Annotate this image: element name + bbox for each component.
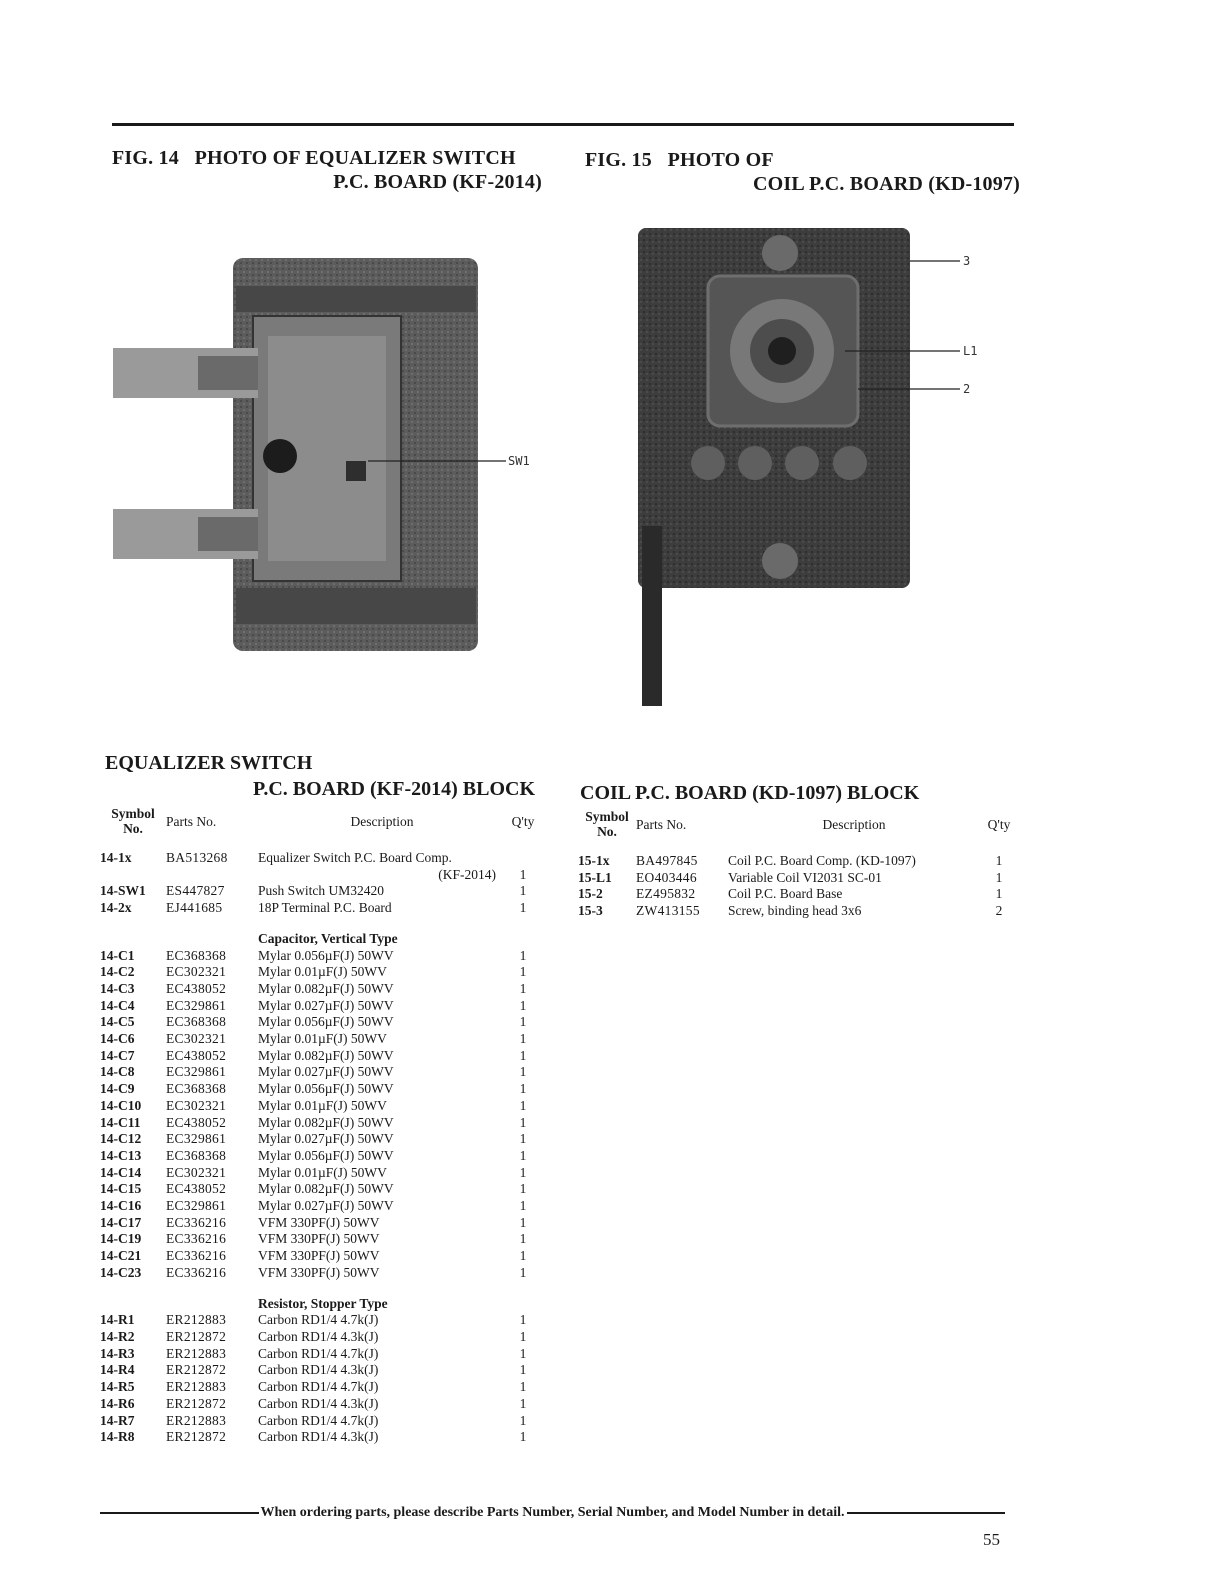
description-cell: Mylar 0.027µF(J) 50WV [258, 1064, 394, 1080]
parts-no-cell: ER212872 [166, 1328, 227, 1344]
description-cell: Mylar 0.082µF(J) 50WV [258, 1181, 394, 1197]
qty-cell: 1 [519, 1231, 527, 1247]
top-rule [112, 123, 1014, 126]
symbol-cell: 14-C3 [100, 980, 135, 996]
description-cell: Mylar 0.027µF(J) 50WV [258, 1131, 394, 1147]
parts-no-cell: EC438052 [166, 980, 227, 996]
symbol-cell: 14-C5 [100, 1014, 135, 1030]
parts-no-cell: EC329861 [166, 1064, 227, 1080]
parts-no-cell: EC336216 [166, 1214, 227, 1230]
table-row [100, 981, 540, 998]
equalizer-block-title [105, 750, 535, 802]
symbol-cell: 14-R4 [100, 1362, 135, 1378]
parts-no-cell: ER212883 [166, 1412, 227, 1428]
description-cell: Mylar 0.056µF(J) 50WV [258, 947, 394, 963]
description-cell: VFM 330PF(J) 50WV [258, 1231, 380, 1247]
symbol-cell: 14-C21 [100, 1248, 142, 1264]
table-row [578, 903, 1018, 920]
header-description: Description [350, 813, 414, 829]
symbol-cell: 14-C12 [100, 1131, 142, 1147]
capacitor-section-heading [100, 917, 540, 948]
description-cell: Coil P.C. Board Base [728, 886, 843, 902]
ordering-note [100, 1503, 1005, 1523]
parts-no-cell: EC336216 [166, 1264, 227, 1280]
qty-cell: 1 [519, 1114, 527, 1130]
description-cell: VFM 330PF(J) 50WV [258, 1264, 380, 1280]
resistor-section-heading [100, 1282, 540, 1313]
symbol-cell: 14-C4 [100, 997, 135, 1013]
description-cell: Mylar 0.056µF(J) 50WV [258, 1014, 394, 1030]
parts-no-cell: EO403446 [636, 869, 697, 885]
parts-no-cell: EC329861 [166, 1198, 227, 1214]
description-cell: Coil P.C. Board Comp. (KD-1097) [728, 853, 916, 868]
symbol-cell: 14-C6 [100, 1031, 135, 1047]
table-row [100, 1329, 540, 1346]
description-cell: Variable Coil VI2031 SC-01 [728, 869, 882, 885]
fig14-title [112, 146, 542, 194]
table-header-row [100, 806, 540, 850]
qty-cell: 1 [519, 980, 527, 996]
description-cell: (KF-2014) [438, 866, 496, 882]
description-cell: Screw, binding head 3x6 [728, 903, 862, 919]
header-qty: Q'ty [511, 813, 535, 829]
table-row [100, 883, 540, 900]
symbol-cell: 14-C1 [100, 947, 135, 963]
parts-no-cell: EJ441685 [166, 900, 223, 916]
table-row [100, 1131, 540, 1148]
equalizer-parts-table [100, 806, 540, 1446]
description-cell: Mylar 0.056µF(J) 50WV [258, 1081, 394, 1097]
parts-no-cell: EC302321 [166, 1097, 227, 1113]
fig15-title-line1: PHOTO OF [667, 149, 774, 171]
fig14-title-line2: P.C. BOARD (KF-2014) [333, 171, 542, 193]
table-row [100, 998, 540, 1015]
table-row [100, 1098, 540, 1115]
description-cell: Equalizer Switch P.C. Board Comp. [258, 850, 452, 865]
table-row [100, 1014, 540, 1031]
qty-cell: 1 [519, 883, 527, 899]
table-row [100, 1181, 540, 1198]
parts-no-cell: ES447827 [166, 883, 225, 899]
page-number: 55 [983, 1530, 1000, 1549]
parts-no-cell: EC302321 [166, 964, 227, 980]
description-cell: Mylar 0.01µF(J) 50WV [258, 1031, 387, 1047]
symbol-cell: 15-3 [578, 903, 603, 919]
table-row [100, 1346, 540, 1363]
fig15-number: FIG. 15 [585, 149, 652, 171]
description-cell: Carbon RD1/4 4.3k(J) [258, 1362, 379, 1378]
symbol-cell: 14-R1 [100, 1312, 135, 1328]
header-parts-no: Parts No. [166, 813, 217, 829]
qty-cell: 1 [519, 1081, 527, 1097]
table-row [100, 1379, 540, 1396]
symbol-cell: 14-2x [100, 900, 132, 916]
parts-no-cell: EC368368 [166, 1014, 227, 1030]
symbol-cell: 14-C13 [100, 1147, 142, 1163]
qty-cell: 1 [519, 1379, 527, 1395]
parts-no-cell: ER212883 [166, 1312, 227, 1328]
symbol-cell: 14-C17 [100, 1214, 142, 1230]
table-row [100, 1148, 540, 1165]
table-row [100, 1165, 540, 1182]
qty-cell: 1 [995, 853, 1003, 868]
description-cell: 18P Terminal P.C. Board [258, 900, 392, 916]
table-row [100, 1248, 540, 1265]
ordering-note-text: When ordering parts, please describe Parts Number, Serial Number, and Model Number in detail. [260, 1505, 845, 1520]
qty-cell: 1 [519, 1345, 527, 1361]
qty-cell: 1 [519, 1395, 527, 1411]
description-cell: Mylar 0.082µF(J) 50WV [258, 980, 394, 996]
callout-3: 3 [963, 254, 971, 268]
qty-cell: 1 [519, 1131, 527, 1147]
symbol-cell: 14-C23 [100, 1264, 142, 1280]
symbol-cell: 14-R7 [100, 1412, 135, 1428]
qty-cell: 1 [995, 869, 1003, 885]
table-row [100, 850, 540, 867]
table-row [100, 1215, 540, 1232]
symbol-cell: 14-C16 [100, 1198, 142, 1214]
symbol-cell: 14-C8 [100, 1064, 135, 1080]
qty-cell [506, 850, 540, 867]
description-cell: Mylar 0.082µF(J) 50WV [258, 1114, 394, 1130]
header-symbol: Symbol No. [111, 806, 155, 836]
resistor-section-heading-label: Resistor, Stopper Type [258, 1295, 388, 1311]
description-cell: Push Switch UM32420 [258, 883, 385, 899]
description-cell: Mylar 0.01µF(J) 50WV [258, 1097, 387, 1113]
parts-no-cell: EC336216 [166, 1231, 227, 1247]
qty-cell: 1 [519, 1312, 527, 1328]
symbol-cell: 15-2 [578, 886, 603, 902]
qty-cell: 1 [519, 1328, 527, 1344]
description-cell: Carbon RD1/4 4.3k(J) [258, 1395, 379, 1411]
parts-no-cell: EC329861 [166, 1131, 227, 1147]
description-cell: VFM 330PF(J) 50WV [258, 1214, 380, 1230]
equalizer-block-title-line2: P.C. BOARD (KF-2014) BLOCK [252, 778, 535, 800]
sw1-callout: SW1 [508, 454, 530, 468]
description-cell: Mylar 0.01µF(J) 50WV [258, 964, 387, 980]
table-row [100, 1265, 540, 1282]
fig14-number: FIG. 14 [112, 147, 179, 169]
parts-no-cell: EZ495832 [636, 886, 696, 902]
symbol-cell: 14-C2 [100, 964, 135, 980]
qty-cell: 1 [519, 1362, 527, 1378]
coil-board-photo [630, 226, 980, 711]
parts-no-cell: EC302321 [166, 1164, 227, 1180]
symbol-cell: 14-C15 [100, 1181, 142, 1197]
symbol-cell [100, 867, 166, 884]
qty-cell: 1 [519, 900, 527, 916]
description-cell: Mylar 0.01µF(J) 50WV [258, 1164, 387, 1180]
qty-cell: 1 [519, 1047, 527, 1063]
header-qty: Q'ty [987, 816, 1011, 832]
table-row [578, 886, 1018, 903]
qty-cell: 1 [519, 1014, 527, 1030]
description-cell: VFM 330PF(J) 50WV [258, 1248, 380, 1264]
description-cell: Carbon RD1/4 4.3k(J) [258, 1328, 379, 1344]
table-row [100, 1429, 540, 1446]
parts-no-cell: BA513268 [166, 850, 228, 865]
table-row [100, 1362, 540, 1379]
symbol-cell: 14-R3 [100, 1345, 135, 1361]
callout-2: 2 [963, 382, 971, 396]
parts-no-cell: EC438052 [166, 1181, 227, 1197]
description-cell: Mylar 0.056µF(J) 50WV [258, 1147, 394, 1163]
qty-cell: 1 [519, 1214, 527, 1230]
parts-no-cell: EC438052 [166, 1114, 227, 1130]
symbol-cell: 14-R2 [100, 1328, 135, 1344]
parts-no-cell: ER212883 [166, 1345, 227, 1361]
symbol-cell: 14-1x [100, 850, 132, 865]
parts-no-cell: BA497845 [636, 853, 698, 868]
table-row [578, 853, 1018, 870]
table-row [100, 1048, 540, 1065]
table-row [100, 964, 540, 981]
parts-no-cell: EC336216 [166, 1248, 227, 1264]
capacitor-section-heading-label: Capacitor, Vertical Type [258, 930, 398, 946]
description-cell: Carbon RD1/4 4.7k(J) [258, 1412, 379, 1428]
parts-no-cell: EC438052 [166, 1047, 227, 1063]
symbol-cell: 14-R6 [100, 1395, 135, 1411]
header-symbol: Symbol No. [585, 809, 629, 839]
table-row [100, 867, 540, 884]
description-cell: Mylar 0.027µF(J) 50WV [258, 997, 394, 1013]
qty-cell: 1 [519, 1264, 527, 1280]
parts-no-cell: ER212872 [166, 1362, 227, 1378]
equalizer-block-title-line1: EQUALIZER SWITCH [105, 752, 313, 774]
qty-cell: 2 [995, 903, 1003, 919]
qty-cell: 1 [519, 1429, 527, 1445]
header-description: Description [822, 816, 886, 832]
description-cell: Mylar 0.082µF(J) 50WV [258, 1047, 394, 1063]
table-row [100, 1064, 540, 1081]
parts-no-cell: ER212872 [166, 1395, 227, 1411]
symbol-cell: 14-SW1 [100, 883, 146, 899]
parts-no-cell: ZW413155 [636, 903, 700, 919]
qty-cell: 1 [519, 866, 527, 882]
symbol-cell: 14-C9 [100, 1081, 135, 1097]
parts-no-cell: EC368368 [166, 1081, 227, 1097]
callout-l1: L1 [963, 344, 978, 358]
symbol-cell: 14-R8 [100, 1429, 135, 1445]
parts-no-cell: EC302321 [166, 1031, 227, 1047]
table-row [100, 1396, 540, 1413]
symbol-cell: 15-L1 [578, 869, 612, 885]
parts-no-cell: EC329861 [166, 997, 227, 1013]
table-row [100, 1031, 540, 1048]
symbol-cell: 14-C10 [100, 1097, 142, 1113]
qty-cell: 1 [519, 1198, 527, 1214]
description-cell: Carbon RD1/4 4.3k(J) [258, 1429, 379, 1445]
footer-rule-right [847, 1512, 1006, 1514]
symbol-cell: 14-C11 [100, 1114, 141, 1130]
qty-cell: 1 [519, 1031, 527, 1047]
parts-no-cell [166, 867, 258, 884]
qty-cell: 1 [519, 1064, 527, 1080]
table-row [100, 1081, 540, 1098]
qty-cell: 1 [519, 997, 527, 1013]
symbol-cell: 14-C14 [100, 1164, 142, 1180]
symbol-cell: 14-C19 [100, 1231, 142, 1247]
parts-no-cell: ER212883 [166, 1379, 227, 1395]
equalizer-switch-board-photo [108, 256, 548, 656]
coil-parts-table [578, 809, 1018, 920]
symbol-cell: 14-C7 [100, 1047, 135, 1063]
symbol-cell: 14-R5 [100, 1379, 135, 1395]
qty-cell: 1 [519, 1412, 527, 1428]
qty-cell: 1 [519, 947, 527, 963]
qty-cell: 1 [519, 1147, 527, 1163]
table-row [100, 1312, 540, 1329]
header-parts-no: Parts No. [636, 816, 687, 832]
qty-cell: 1 [519, 964, 527, 980]
qty-cell: 1 [519, 1248, 527, 1264]
table-row [100, 1198, 540, 1215]
parts-no-cell: EC368368 [166, 947, 227, 963]
table-row [100, 948, 540, 965]
table-header-row [578, 809, 1018, 853]
qty-cell: 1 [995, 886, 1003, 902]
coil-block-title: COIL P.C. BOARD (KD-1097) BLOCK [580, 782, 920, 804]
table-row [578, 870, 1018, 887]
symbol-cell: 15-1x [578, 853, 610, 868]
parts-no-cell: ER212872 [166, 1429, 227, 1445]
qty-cell: 1 [519, 1164, 527, 1180]
table-row [100, 1115, 540, 1132]
footer-rule-left [100, 1512, 259, 1514]
table-row [100, 1231, 540, 1248]
table-row [100, 900, 540, 917]
fig14-title-line1: PHOTO OF EQUALIZER SWITCH [194, 147, 516, 169]
description-cell: Carbon RD1/4 4.7k(J) [258, 1379, 379, 1395]
qty-cell: 1 [519, 1181, 527, 1197]
fig15-title-line2: COIL P.C. BOARD (KD-1097) [752, 173, 1020, 195]
qty-cell: 1 [519, 1097, 527, 1113]
table-row [100, 1413, 540, 1430]
description-cell: Mylar 0.027µF(J) 50WV [258, 1198, 394, 1214]
description-cell: Carbon RD1/4 4.7k(J) [258, 1312, 379, 1328]
description-cell: Carbon RD1/4 4.7k(J) [258, 1345, 379, 1361]
fig15-title [585, 148, 1020, 196]
parts-no-cell: EC368368 [166, 1147, 227, 1163]
